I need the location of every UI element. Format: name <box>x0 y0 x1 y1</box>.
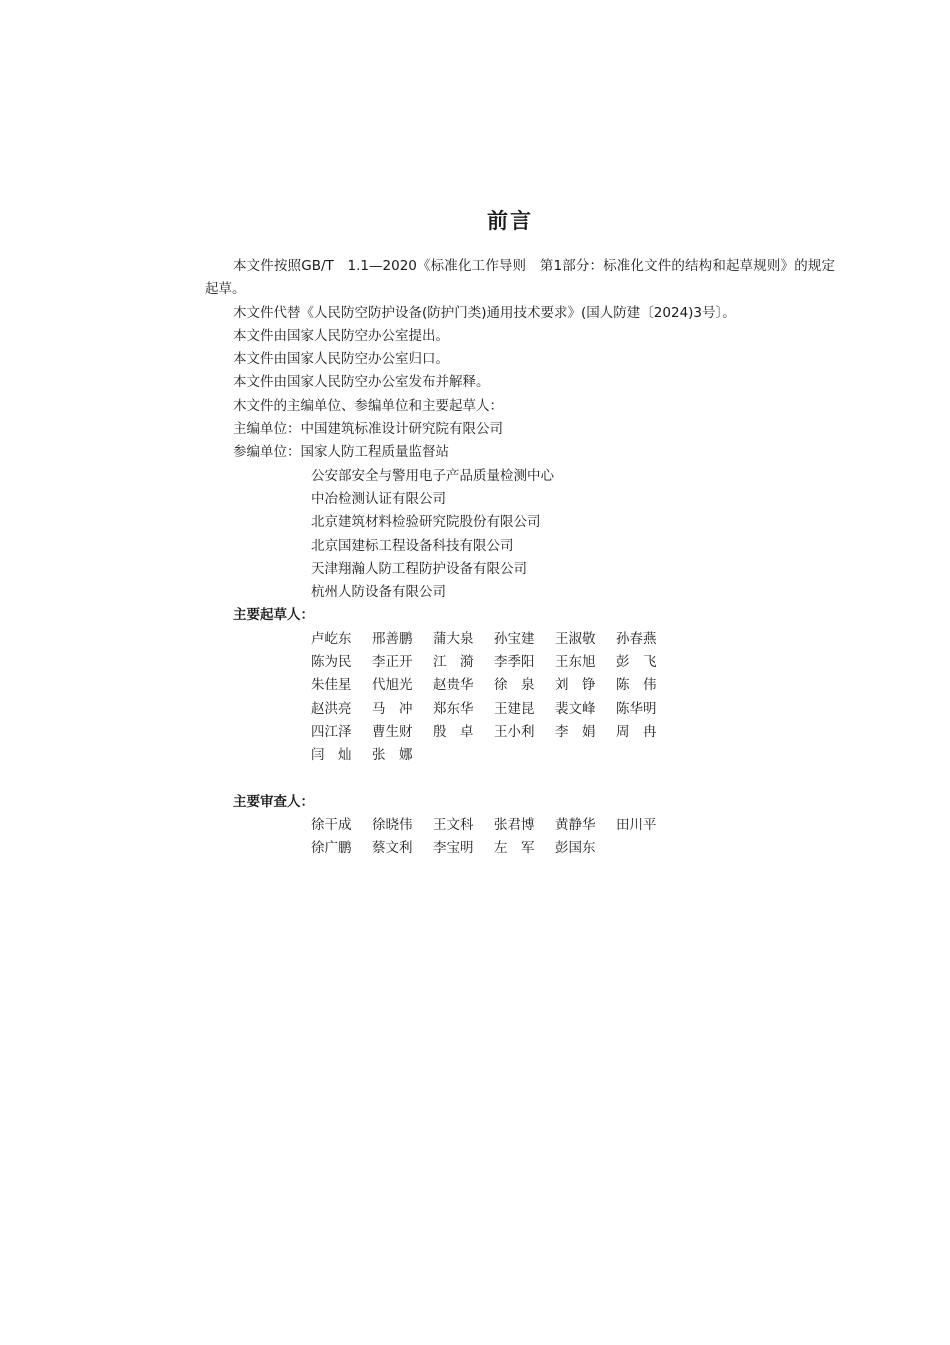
drafter-name: 陈 伟 <box>616 677 657 694</box>
participating-unit-first: 参编单位：国家人防工程质量监督站 <box>233 444 449 461</box>
paragraph-proposed-by: 本文件由国家人民防空办公室提出。 <box>233 327 449 344</box>
reviewers-heading: 主要审查人： <box>233 793 314 810</box>
paragraph-issued-by: 本文件由国家人民防空办公室发布并解释。 <box>233 374 490 391</box>
drafter-name: 李季阳 <box>494 654 535 671</box>
drafter-name: 王淑敬 <box>555 630 596 647</box>
paragraph-replaces: 木文件代替《人民防空防护设备(防护门类)通用技术要求》(国人防建〔2024)3号〕。 <box>233 304 736 321</box>
paragraph-drafting-rules: 本文件按照GB/T 1.1—2020《标准化工作导则 第1部分：标准化文件的结构和起草规则》的规定起草。 <box>205 258 835 298</box>
drafter-name: 张 娜 <box>372 747 413 764</box>
drafter-name: 江 漪 <box>433 654 474 671</box>
drafter-name: 徐 泉 <box>494 677 535 694</box>
drafter-name: 赵洪亮 <box>311 700 352 717</box>
drafter-name: 卢屹东 <box>311 630 352 647</box>
reviewer-name: 徐晓伟 <box>372 817 413 834</box>
drafter-name: 王建昆 <box>494 700 535 717</box>
reviewer-name: 黄静华 <box>555 817 596 834</box>
reviewer-name: 田川平 <box>616 817 657 834</box>
drafter-name: 朱佳星 <box>311 677 352 694</box>
participating-unit: 杭州人防设备有限公司 <box>311 584 446 601</box>
drafter-name: 周 冉 <box>616 723 657 740</box>
drafter-name: 邢善鹏 <box>372 630 413 647</box>
drafter-name: 代旭光 <box>372 677 413 694</box>
drafter-name: 李正开 <box>372 654 413 671</box>
participating-unit: 天津翔瀚人防工程防护设备有限公司 <box>311 560 527 577</box>
drafter-name: 郑东华 <box>433 700 474 717</box>
drafter-name: 李 娟 <box>555 723 596 740</box>
reviewer-name: 张君博 <box>494 817 535 834</box>
drafter-name: 陈华明 <box>616 700 657 717</box>
reviewer-name: 徐干成 <box>311 817 352 834</box>
section-gap <box>205 768 835 791</box>
drafter-name: 马 冲 <box>372 700 413 717</box>
reviewer-name: 王文科 <box>433 817 474 834</box>
drafter-name: 赵贵华 <box>433 677 474 694</box>
reviewer-name: 彭国东 <box>555 840 596 857</box>
drafter-name: 陈为民 <box>311 654 352 671</box>
paragraph-units-intro: 木文件的主编单位、参编单位和主要起草人： <box>233 397 503 414</box>
reviewer-name: 李宝明 <box>433 840 474 857</box>
drafter-name: 王小利 <box>494 723 535 740</box>
participating-unit: 公安部安全与警用电子产品质量检测中心 <box>311 467 554 484</box>
page-title: 前言 <box>487 209 533 233</box>
drafter-name: 蒲大泉 <box>433 630 474 647</box>
drafter-name: 曹生财 <box>372 723 413 740</box>
drafters-heading: 主要起草人： <box>233 607 314 624</box>
reviewer-name: 蔡文利 <box>372 840 413 857</box>
participating-unit: 中冶检测认证有限公司 <box>311 490 446 507</box>
drafter-name: 殷 卓 <box>433 723 474 740</box>
drafters-list <box>205 628 835 768</box>
drafter-name: 孙宝建 <box>494 630 535 647</box>
drafter-name: 裴文峰 <box>555 700 596 717</box>
drafter-name: 闫 灿 <box>311 747 352 764</box>
chief-unit: 主编单位：中国建筑标准设计研究院有限公司 <box>233 421 503 438</box>
reviewers-list <box>205 814 835 861</box>
reviewer-name: 徐广鹏 <box>311 840 352 857</box>
paragraph-centralized-by: 本文件由国家人民防空办公室归口。 <box>233 351 449 368</box>
participating-unit: 北京国建标工程设备科技有限公司 <box>311 537 514 554</box>
participating-unit: 北京建筑材料检验研究院股份有限公司 <box>311 514 541 531</box>
drafter-name: 王东旭 <box>555 654 596 671</box>
drafter-name: 孙春燕 <box>616 630 657 647</box>
foreword-body <box>205 255 835 861</box>
drafter-name: 彭 飞 <box>616 654 657 671</box>
drafter-name: 四江泽 <box>311 723 352 740</box>
reviewer-name: 左 军 <box>494 840 535 857</box>
drafter-name: 刘 铮 <box>555 677 596 694</box>
